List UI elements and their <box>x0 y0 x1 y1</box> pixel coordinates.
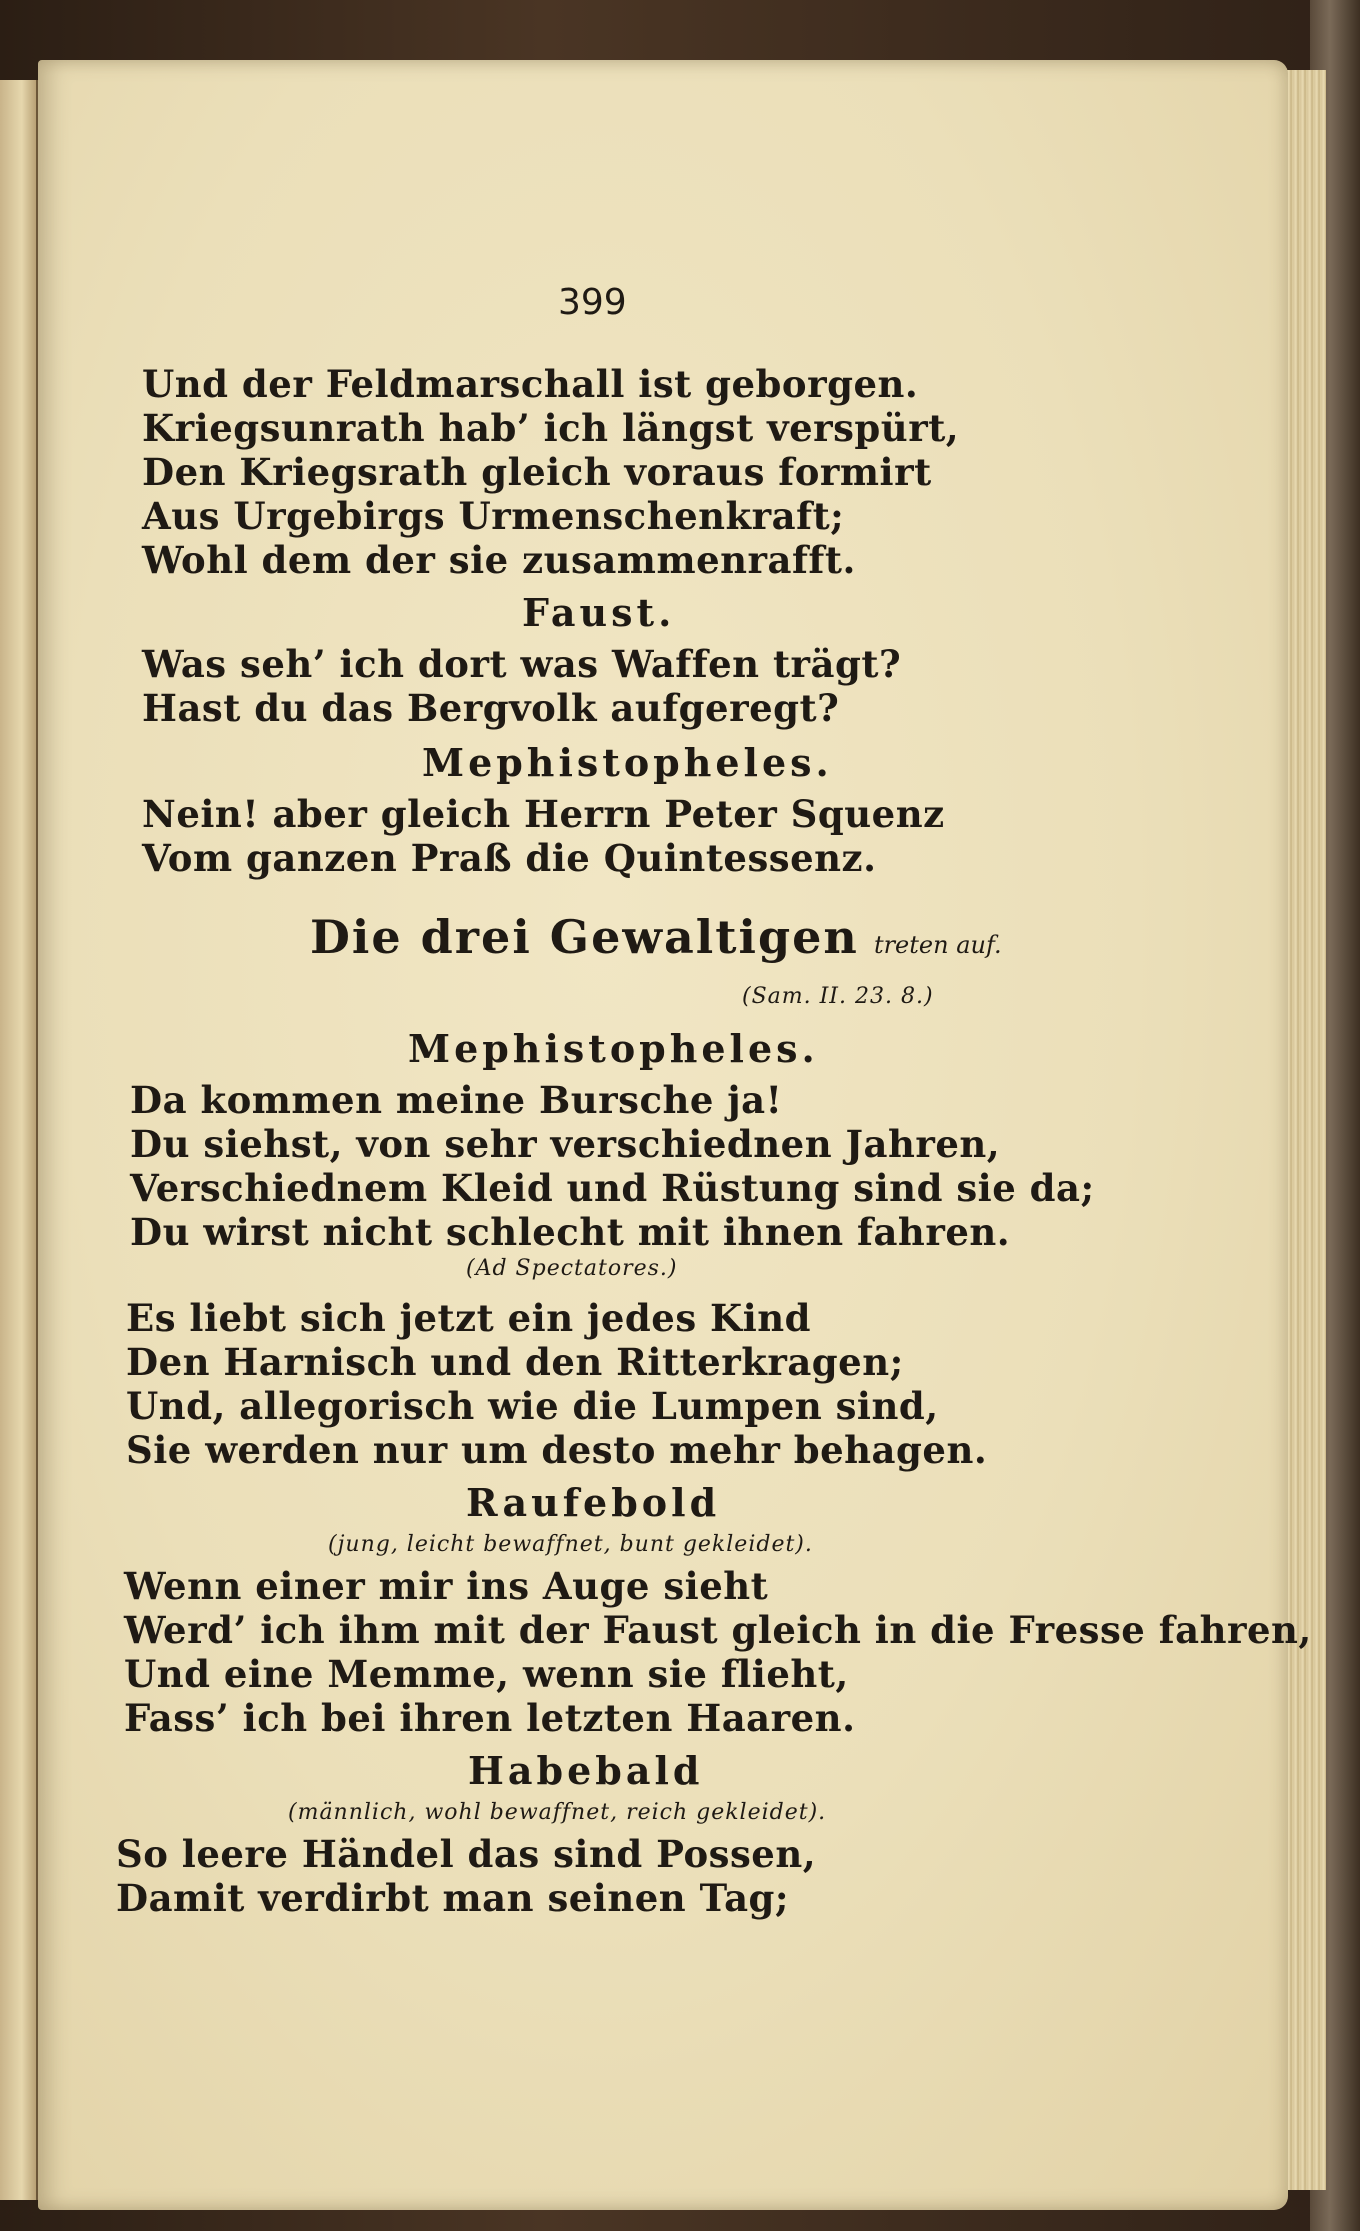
speaker-name: Habebald <box>468 1748 704 1793</box>
verse-line: Und, allegorisch wie die Lumpen sind, <box>126 1384 939 1428</box>
speaker-name: Raufebold <box>466 1480 721 1525</box>
verse-line: Hast du das Bergvolk aufgeregt? <box>142 686 840 730</box>
verse-line: Und eine Memme, wenn sie flieht, <box>124 1652 849 1696</box>
scene-heading-main: Die drei Gewaltigen <box>310 910 859 964</box>
verse-line: Es liebt sich jetzt ein jedes Kind <box>126 1296 812 1340</box>
verse-line: So leere Händel das sind Possen, <box>116 1832 817 1876</box>
verse-line: Den Kriegsrath gleich voraus formirt <box>142 450 932 494</box>
verse-line: Du siehst, von sehr verschiednen Jahren, <box>130 1122 1001 1166</box>
page-number: 399 <box>558 282 627 323</box>
verse-line: Wenn einer mir ins Auge sieht <box>124 1564 769 1608</box>
verse-line: Vom ganzen Praß die Quintessenz. <box>142 836 877 880</box>
stage-direction: (Ad Spectatores.) <box>466 1256 678 1281</box>
verse-line: Aus Urgebirgs Urmenschenkraft; <box>142 494 845 538</box>
verse-line: Den Harnisch und den Ritterkragen; <box>126 1340 904 1384</box>
verse-line: Wohl dem der sie zusammenrafft. <box>142 538 856 582</box>
stage-direction: (jung, leicht bewaffnet, bunt gekleidet). <box>328 1532 813 1557</box>
verse-line: Du wirst nicht schlecht mit ihnen fahren. <box>130 1210 1011 1254</box>
speaker-name: Mephistopheles. <box>408 1026 819 1071</box>
verse-line: Nein! aber gleich Herrn Peter Squenz <box>142 792 945 836</box>
speaker-name: Faust. <box>522 590 676 635</box>
scene-reference: (Sam. II. 23. 8.) <box>742 984 934 1009</box>
verse-line: Sie werden nur um desto mehr behagen. <box>126 1428 988 1472</box>
verse-line: Und der Feldmarschall ist geborgen. <box>142 362 919 406</box>
verse-line: Verschiednem Kleid und Rüstung sind sie da; <box>130 1166 1095 1210</box>
verse-line: Fass’ ich bei ihren letzten Haaren. <box>124 1696 856 1740</box>
verse-line: Damit verdirbt man seinen Tag; <box>116 1876 790 1920</box>
scene-heading <box>310 910 1002 964</box>
speaker-name: Mephistopheles. <box>422 740 833 785</box>
verse-line: Werd’ ich ihm mit der Faust gleich in die Fresse fahren, <box>124 1608 1312 1652</box>
verse-line: Kriegsunrath hab’ ich längst verspürt, <box>142 406 960 450</box>
verse-line: Da kommen meine Bursche ja! <box>130 1078 783 1122</box>
book-page <box>38 60 1312 2210</box>
verse-line: Was seh’ ich dort was Waffen trägt? <box>142 642 902 686</box>
stage-direction: (männlich, wohl bewaffnet, reich gekleidet). <box>288 1800 827 1825</box>
scene-heading-tail: treten auf. <box>873 931 1002 959</box>
left-page-edge <box>0 80 38 2200</box>
